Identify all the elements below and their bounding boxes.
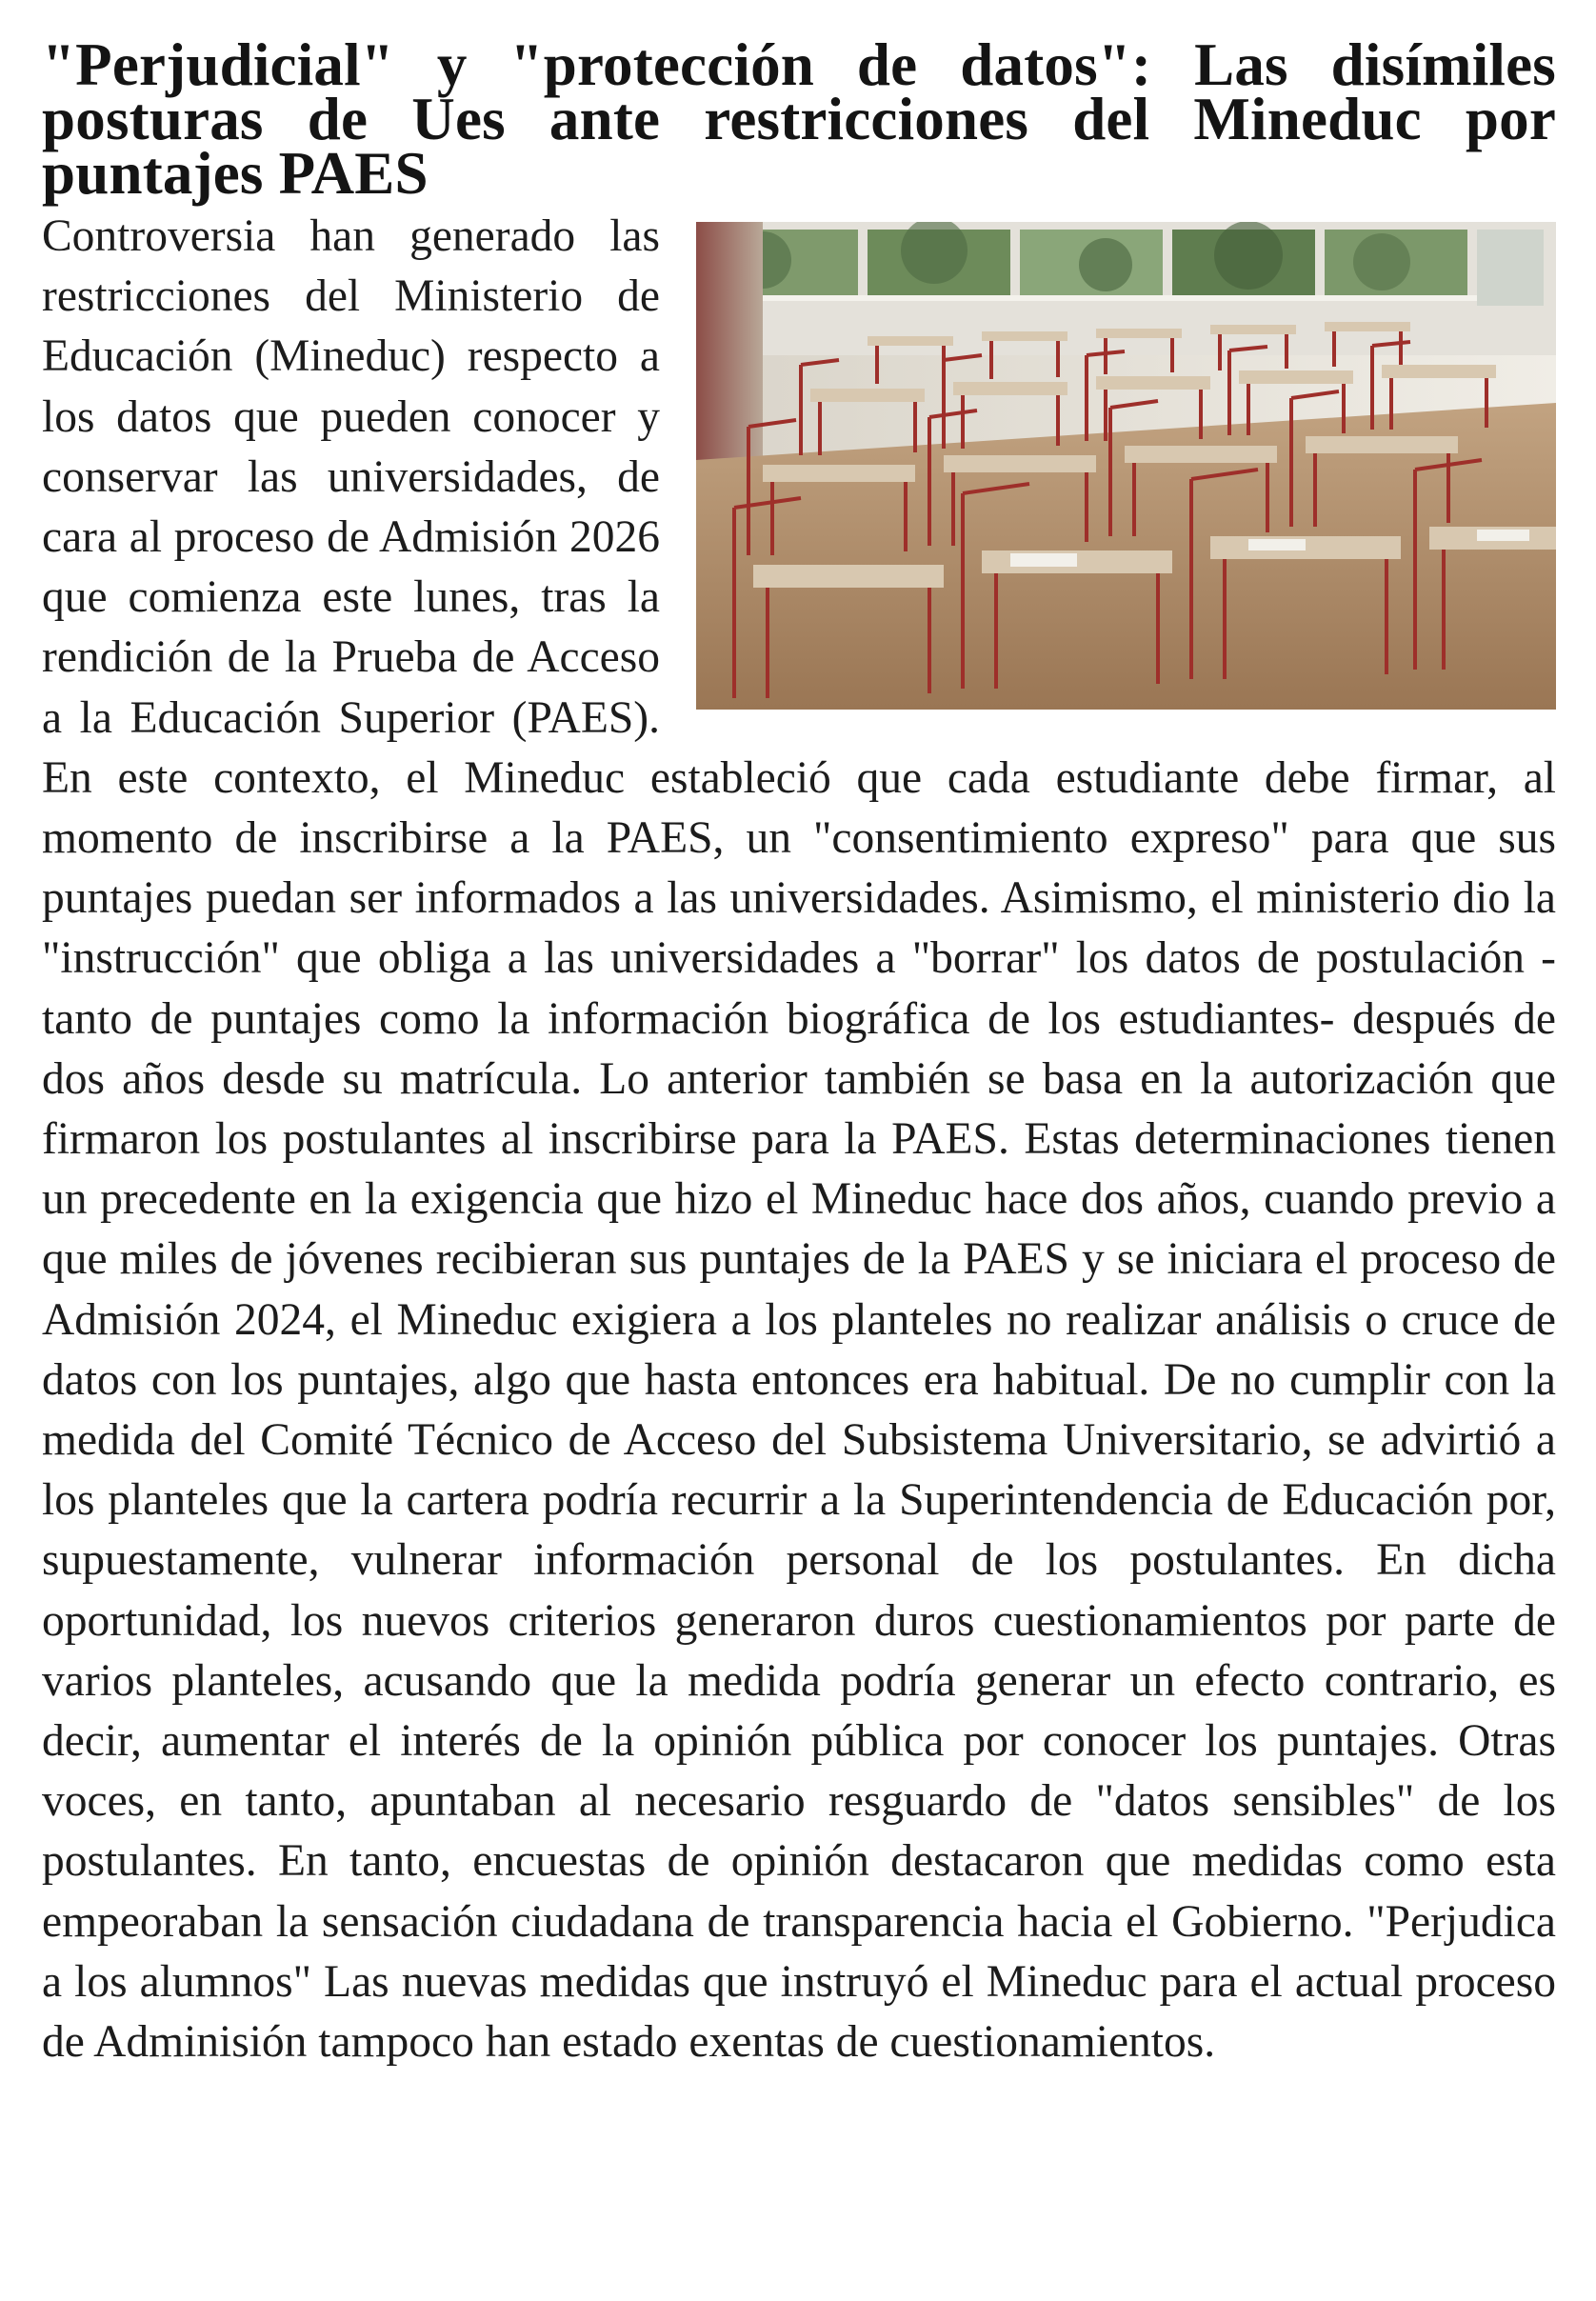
classroom-desks-photo [696,222,1556,710]
article-body [42,207,1556,2072]
window-row [696,222,1544,306]
news-article [42,31,1556,2072]
article-headline: "Perjudicial" y "protección de datos": Las disímiles posturas de Ues ante restricciones del Mineduc por puntajes PAES [42,31,1556,207]
article-body-text: Controversia han generado las restricciones del Ministerio de Educación (Mineduc) respecto a los datos que pueden conocer y conservar las universidades, de cara al proceso de Admisión 2026 que comienza este lunes, tras la rendición de la Prueba de Acceso a la Educación Superior (PAES). En este contexto, el Mineduc estableció que cada estudiante debe firmar, al momento de inscribirse a la PAES, un "consentimiento expreso" para que sus puntajes puedan ser informados a las universidades. Asimismo, el ministerio dio la "instrucción" que obliga a las universidades a "borrar" los datos de postulación -tanto de puntajes como la información biográfica de los estudiantes- después de dos años desde su matrícula. Lo anterior también se basa en la autorización que firmaron los postulantes al inscribirse para la PAES. Estas determinaciones tienen un precedente en la exigencia que hizo el Mineduc hace dos años, cuando previo a que miles de jóvenes recibieran sus puntajes de la PAES y se iniciara el proceso de Admisión 2024, el Mineduc exigiera a los planteles no realizar análisis o cruce de datos con los puntajes, algo que hasta entonces era habitual. De no cumplir con la medida del Comité Técnico de Acceso del Subsistema Universitario, se advirtió a los planteles que la cartera podría recurrir a la Superintendencia de Educación por, supuestamente, vulnerar información personal de los postulantes. En dicha oportunidad, los nuevos criterios generaron duros cuestionamientos por parte de varios planteles, acusando que la medida podría generar un efecto contrario, es decir, aumentar el interés de la opinión pública por conocer los puntajes. Otras voces, en tanto, apuntaban al necesario resguardo de "datos sensibles" de los postulantes. En tanto, encuestas de opinión destacaron que medidas como esta empeoraban la sensación ciudadana de transparencia hacia el Gobierno. "Perjudica a los alumnos" Las nuevas medidas que instruyó el Mineduc para el actual proceso de Adminisión tampoco han estado exentas de cuestionamientos. [42,211,1556,2068]
